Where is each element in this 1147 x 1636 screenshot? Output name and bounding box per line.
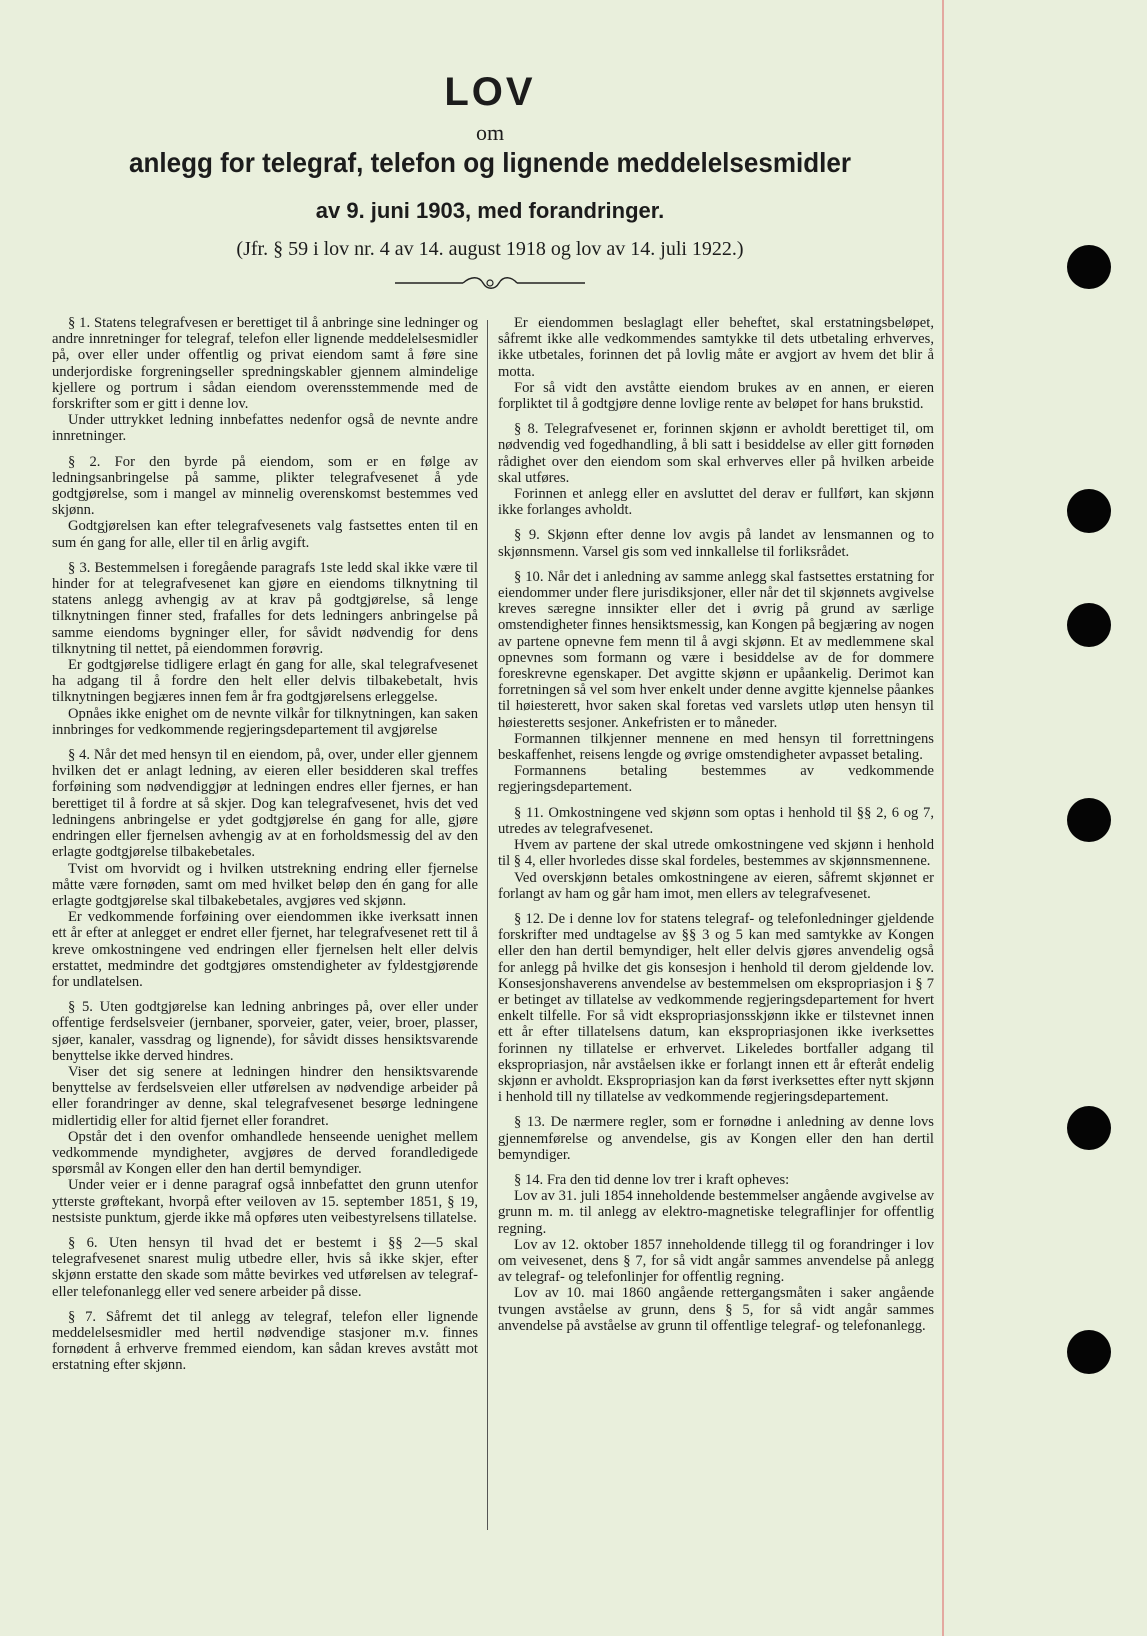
section-paragraph: § 10. Når det i anledning av samme anlegg skal fastsettes erstatning for eiendommer under flere jurisdiksjoner, eller når det til skjønnets avgivelse kreves særegne innsikter eller det i øvrig på grund av særlige omstendigheter finnes hensiktsmessig, kan Kongen på begjæring av nogen av partene opnevne fem menn til å avgi skjønn. Et av medlemmene skal opnevnes som formann og være i besiddelse av de for dommere foreskrevne egenskaper. Det avgitte skjønn er upåankelig. Derimot kan forretningen så vel som hver enkelt under denne avgitte kjennelse påankes til høiesterett, hvor saken skal foretas ved varslets utløp uten hensyn til høiesteretts sesjoner. Ankefristen er to måneder. bbox=[498, 568, 934, 731]
punch-hole bbox=[1067, 1330, 1111, 1374]
paragraph: Opnåes ikke enighet om de nevnte vilkår for tilknytningen, kan saken innbringes for vedkommende regjeringsdepartement til avgjørelse bbox=[52, 705, 478, 738]
section-paragraph: § 13. De nærmere regler, som er fornødne i anledning av denne lovs gjennemførelse og anvendelse, gis av Kongen eller den han dertil bemyndiger. bbox=[498, 1114, 934, 1163]
punch-hole bbox=[1067, 489, 1111, 533]
paragraph: Formannens betaling bestemmes av vedkommende regjeringsdepartement. bbox=[498, 763, 934, 796]
section-paragraph: § 8. Telegrafvesenet er, forinnen skjønn er avholdt berettiget til, om nødvendig ved fogedhandling, å bli satt i besiddelse av eller gitt fornøden rådighet over den eiendom som skal erhverves eller på hvilken arbeide skal utføres. bbox=[498, 421, 934, 486]
paragraph: Lov av 31. juli 1854 inneholdende bestemmelser angående avgivelse av grunn m. m. til anlegg av elektro-magnetiske telegraflinjer for offentlig regning. bbox=[498, 1188, 934, 1237]
document-date-line: av 9. juni 1903, med forandringer. bbox=[315, 198, 665, 223]
ornament-divider-icon bbox=[395, 275, 585, 291]
paragraph: Under veier er i denne paragraf også innbefattet den grunn utenfor ytterste grøftekant, hvorpå efter veiloven av 15. september 1851, § 19, nestsiste punktum, gjerde ikke må opføres uten veibestyrelsens tillatelse. bbox=[52, 1177, 478, 1226]
section-paragraph: § 3. Bestemmelsen i foregående paragrafs 1ste ledd skal ikke være til hinder for at telegrafvesenet kan gjøre en eiendoms tilknytning til statens anlegg avhengig av at krav på godtgjørelse, så lenge tilknytningen finner sted, frafalles for dets ledningers anbringelse på samme eiendoms bygninger eller, for såvidt nødvendig for dens tilknytning til nettet, på eiendommen forøvrig. bbox=[52, 559, 478, 657]
paragraph: For så vidt den avståtte eiendom brukes av en annen, er eieren forpliktet til å godtgjøre denne lovlige rente av beløpet for hans brukstid. bbox=[498, 379, 934, 413]
paragraph: Under uttrykket ledning innbefattes nedenfor også de nevnte andre innretninger. bbox=[52, 412, 478, 445]
punch-hole bbox=[1067, 245, 1111, 289]
paragraph: Forinnen et anlegg eller en avsluttet del derav er fullført, kan skjønn ikke forlanges avholdt. bbox=[498, 486, 934, 519]
paragraph: Tvist om hvorvidt og i hvilken utstrekning endring eller fjernelse måtte være fornøden, samt om med hvilket beløp den én gang for alle erlagte godtgjørelse skal tilbakebetales, avgjøres ved skjønn. bbox=[52, 860, 478, 909]
left-column bbox=[52, 315, 478, 1374]
document-title: LOV bbox=[444, 70, 536, 114]
section-paragraph: § 1. Statens telegrafvesen er berettiget til å anbringe sine ledninger og andre innretninger for telegraf, telefon eller lignende meddelelsesmidler på, over eller under offentlig og privat eiendom samt å føre sine underjordiske forgreningseller spredningskabler gjennem almindelige kjellere og portrum i sådan eiendom overensstemmende med de forskrifter som er gitt i denne lov. bbox=[52, 315, 478, 413]
paragraph: Godtgjørelsen kan efter telegrafvesenets valg fastsettes enten til en sum én gang for alle, eller til en årlig avgift. bbox=[52, 518, 478, 551]
paragraph: Er eiendommen beslaglagt eller beheftet, skal erstatningsbeløpet, såfremt ikke alle vedkommendes samtykke til dets utbetaling erhverves, ikke utbetales, forinnen det på lovlig måte er avgjort av hvem det blir å motta. bbox=[498, 315, 934, 380]
punch-hole bbox=[1067, 1106, 1111, 1150]
paragraph: Er vedkommende forføining over eiendommen ikke iverksatt innen ett år efter at anlegget er endret eller fjernet, har telegrafvesenet rett til å kreve omkostningene ved endringen eller fjernelsen helt eller delvis erstattet, medmindre det godtgjøres omstendigheter av fyldestgjørende for undlatelsen. bbox=[52, 909, 478, 990]
right-column bbox=[498, 315, 934, 1334]
paragraph: Ved overskjønn betales omkostningene av eieren, såfremt skjønnet er forlangt av ham og går ham imot, men ellers av telegrafvesenet. bbox=[498, 869, 934, 902]
paragraph: Lov av 10. mai 1860 angående rettergangsmåten i saker angående tvungen avståelse av grunn, dens § 5, for så vidt angår sammes anvendelse på avståelse av grunn til offentlige telegraf- og telefonanlegg. bbox=[498, 1285, 934, 1334]
section-paragraph: § 14. Fra den tid denne lov trer i kraft opheves: bbox=[514, 1171, 790, 1188]
reference-line: (Jfr. § 59 i lov nr. 4 av 14. august 1918 og lov av 14. juli 1922.) bbox=[236, 238, 744, 260]
paragraph: Viser det sig senere at ledningen hindrer den hensiktsvarende benyttelse av ferdselsveien eller utførelsen av nødvendige arbeider på eller forandringer av denne, skal telegrafvesenet besørge ledningene midlertidig eller for altid fjernet eller forandret. bbox=[52, 1063, 478, 1129]
paragraph: Opstår det i den ovenfor omhandlede henseende uenighet mellem vedkommende myndigheter, avgjøres de derved forandledigede spørsmål av Kongen eller den han dertil bemyndiger. bbox=[52, 1128, 478, 1178]
section-paragraph: § 12. De i denne lov for statens telegraf- og telefonledninger gjeldende forskrifter med undtagelse av §§ 3 og 5 kan med samtykke av Kongen eller den han dertil bemyndiger, helt eller delvis gjøres anvendelig også for anlegg på hvilke det gis konsesjon i henhold til derom gjeldende lov. Konsesjonshaverens anvendelse av bestemmelsen om ekspropriasjon i § 7 er betinget av tillatelse av vedkommende regjeringsdepartement for hvert enkelt tilfelle. For så vidt ekspropriasjonsskjønn ikke er tilstevnet innen ett år efter tillatelsens datum, kan ekspropriasjonen ikke iverksettes forinnen ny tillatelse er erhvervet. Likeledes bortfaller adgang til ekspropriasjon, når avståelsen ikke er forlangt innen ett år efteråt endelig skjønn er avholdt. Ekspropriasjon kan da først iverksettes efter nytt skjønn i henhold till ny tillatelse av vedkommende regjeringsdepartement. bbox=[498, 910, 934, 1106]
section-paragraph: § 7. Såfremt det til anlegg av telegraf, telefon eller lignende meddelelsesmidler med hertil nødvendige stasjoner m.v. finnes fornødent å erhverve fremmed eiendom, kan sådan kreves avstått mot erstatning efter skjønn. bbox=[52, 1308, 478, 1374]
paragraph: Formannen tilkjenner mennene en med hensyn til forrettningens beskaffenhet, reisens lengde og øvrige omstendigheter avpasset betaling. bbox=[498, 730, 934, 764]
punch-hole bbox=[1067, 603, 1111, 647]
section-paragraph: § 5. Uten godtgjørelse kan ledning anbringes på, over eller under offentige ferdselsveier (jernbaner, sporveier, gater, veier, broer, plasser, sjøer, kanaler, vassdrag og lignende), for såvidt disses hensiktsvarende benyttelse ikke derved hindres. bbox=[52, 999, 478, 1064]
column-divider bbox=[487, 320, 488, 1530]
section-paragraph: § 11. Omkostningene ved skjønn som optas i henhold til §§ 2, 6 og 7, utredes av telegrafvesenet. bbox=[498, 804, 934, 837]
paragraph: Hvem av partene der skal utrede omkostningene ved skjønn i henhold til § 4, eller hvorledes disse skal fordeles, bestemmes av skjønnsmennene. bbox=[498, 837, 934, 870]
paragraph: Lov av 12. oktober 1857 inneholdende tillegg til og forandringer i lov om veivesenet, dens § 7, for så vidt angår sammes anvendelse på anlegg av telegraf- og telefonlinjer for offentlig regning. bbox=[498, 1236, 934, 1286]
title-connector: om bbox=[475, 120, 505, 145]
section-paragraph: § 9. Skjønn efter denne lov avgis på landet av lensmannen og to skjønnsmenn. Varsel gis som ved innkallelse til forliksrådet. bbox=[498, 527, 934, 560]
paragraph: Er godtgjørelse tidligere erlagt én gang for alle, skal telegrafvesenet ha adgang til å fordre den helt eller delvis tilbakebetalt, hvis tilknytningen begjæres innen fem år fra godtgjørelsens erleggelse. bbox=[52, 657, 478, 706]
section-paragraph: § 2. For den byrde på eiendom, som er en følge av ledningsanbringelse på samme, plikter telegrafvesenet å yde godtgjørelse, som i mangel av minnelig overenskomst bestemmes ved skjønn. bbox=[52, 453, 478, 519]
punch-hole bbox=[1067, 798, 1111, 842]
document-subtitle: anlegg for telegraf, telefon og lignende meddelelsesmidler bbox=[128, 147, 852, 178]
section-paragraph: § 6. Uten hensyn til hvad det er bestemt i §§ 2—5 skal telegrafvesenet snarest mulig utbedre eller, hvis så ikke skjer, efter skjønn erstatte den skade som måtte bevirkes ved utførelsen av telegraf- eller telefonanlegg eller ved senere arbeider på disse. bbox=[52, 1234, 478, 1300]
section-paragraph: § 4. Når det med hensyn til en eiendom, på, over, under eller gjennem hvilken det er anlagt ledning, av eieren eller besidderen skal treffes forføining som nødvendiggjør at ledningen endres eller fjernes, er han berettiget til å fordre at så skjer. Dog kan telegrafvesenet, hvis det ved ledningens anbringelse er ydet godtgjørelse én gang for alle, gjøre endringen eller fjernelsen avhengig av at en forholdsmessig del av den erlagte godtgjørelse tilbakebetales. bbox=[52, 747, 478, 861]
